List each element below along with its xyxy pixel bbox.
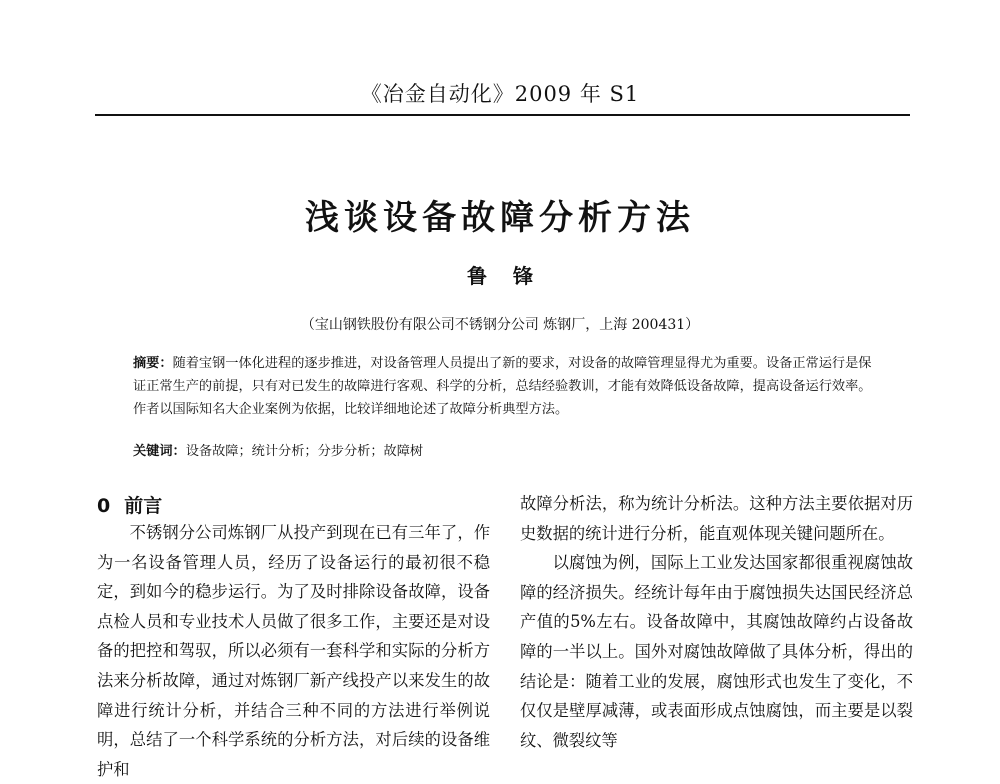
body-paragraph: 不锈钢分公司炼钢厂从投产到现在已有三年了，作为一名设备管理人员，经历了设备运行的最初很不稳定，到如今的稳步运行。为了及时排除设备故障，设备点检人员和专业技术人员做了很多工作，主要还是对设备的把控和驾驭，所以必须有一套科学和实际的分析方法来分析故障，通过对炼钢厂新产线投产以来发生的故障进行统计分析，并结合三种不同的方法进行举例说明，总结了一个科学系统的分析方法，对后续的设备维护和	[97, 523, 490, 779]
author-name: 鲁锋	[467, 264, 559, 288]
abstract-label: 摘要：	[133, 356, 173, 371]
section-title: 前言	[124, 495, 163, 517]
keywords	[133, 440, 878, 463]
keywords-text: 设备故障；统计分析；分步分析；故障树	[185, 444, 424, 459]
section-heading	[97, 491, 162, 518]
body-column-right	[520, 489, 913, 755]
author-affiliation: （宝山钢铁股份有限公司不锈钢分公司 炼钢厂，上海 200431）	[300, 317, 700, 333]
abstract	[133, 352, 878, 421]
section-number: 0	[97, 495, 111, 517]
article-title: 浅谈设备故障分析方法	[305, 198, 695, 238]
body-paragraph: 故障分析法，称为统计分析法。这种方法主要依据对历史数据的统计进行分析，能直观体现关键问题所在。	[520, 494, 913, 543]
running-header: 《冶金自动化》2009 年 S1	[360, 82, 640, 106]
body-paragraph: 以腐蚀为例，国际上工业发达国家都很重视腐蚀故障的经济损失。经统计每年由于腐蚀损失达国民经济总产值的5%左右。设备故障中，其腐蚀故障约占设备故障的一半以上。国外对腐蚀故障做了具体分析，得出的结论是：随着工业的发展，腐蚀形式也发生了变化，不仅仅是壁厚减薄，或表面形成点蚀腐蚀，而主要是以裂纹、微裂纹等	[520, 553, 913, 750]
abstract-text: 随着宝钢一体化进程的逐步推进，对设备管理人员提出了新的要求，对设备的故障管理显得尤为重要。设备正常运行是保证正常生产的前提，只有对已发生的故障进行客观、科学的分析，总结经验教训，才能有效降低设备故障，提高设备运行效率。作者以国际知名大企业案例为依据，比较详细地论述了故障分析典型方法。	[133, 356, 872, 417]
keywords-label: 关键词：	[133, 444, 186, 459]
header-rule	[95, 114, 910, 116]
body-column-left	[97, 518, 490, 784]
